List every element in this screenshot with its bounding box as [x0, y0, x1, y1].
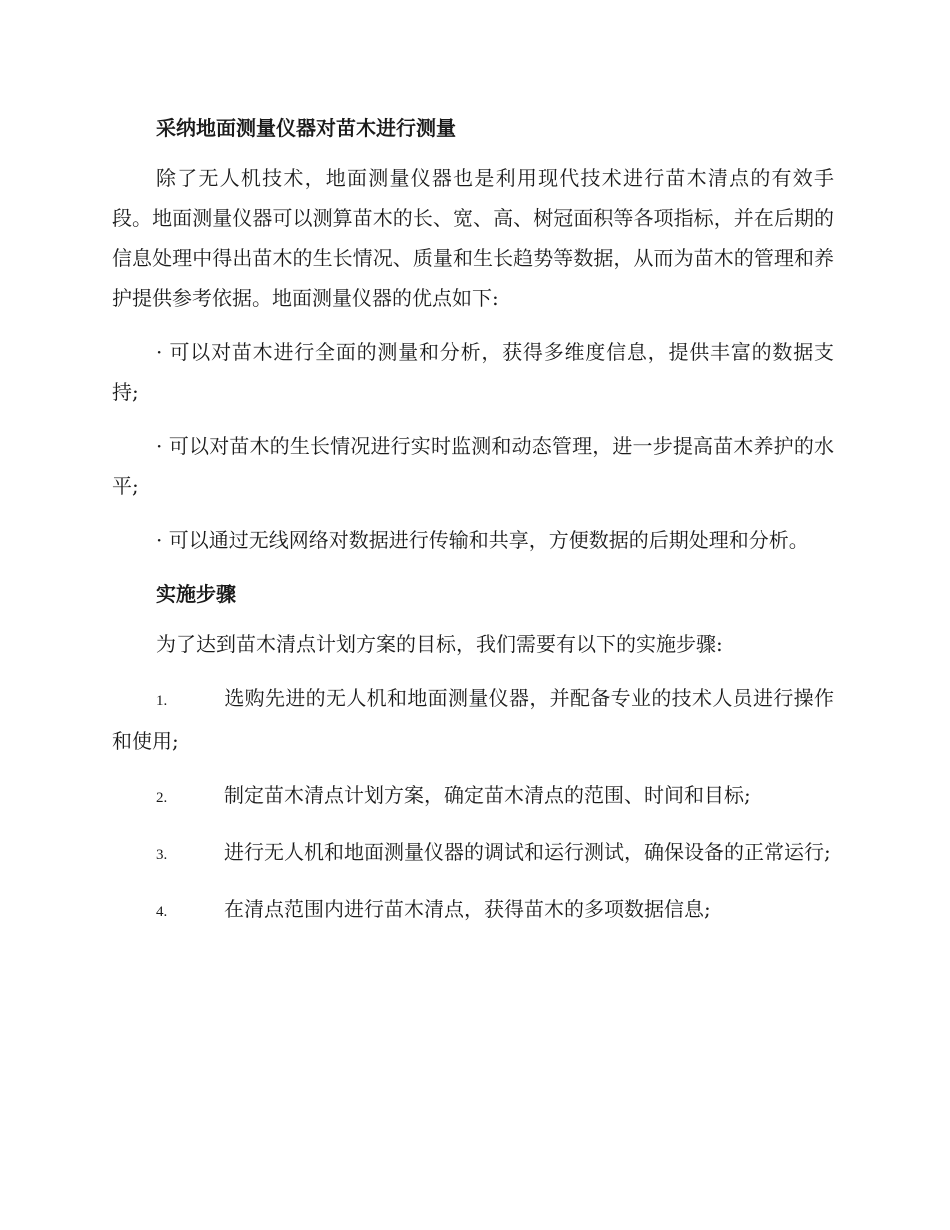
paragraph-ground-intro: 除了无人机技术，地面测量仪器也是利用现代技术进行苗木清点的有效手段。地面测量仪器可以测算苗木的长、宽、高、树冠面积等各项指标，并在后期的信息处理中得出苗木的生长情况、质量和生长趋势等数据，从而为苗木的管理和养护提供参考依据。地面测量仪器的优点如下: — [112, 166, 834, 310]
step-text: 进行无人机和地面测量仪器的调试和运行测试，确保设备的正常运行; — [224, 840, 831, 864]
step-number: 3. — [156, 847, 168, 863]
step-number: 1. — [156, 693, 168, 709]
numbered-step — [112, 889, 834, 932]
section-heading-implementation-steps: 实施步骤 — [156, 582, 236, 606]
step-text: 在清点范围内进行苗木清点，获得苗木的多项数据信息; — [224, 897, 711, 921]
numbered-step — [112, 678, 834, 761]
paragraph-steps-intro: 为了达到苗木清点计划方案的目标，我们需要有以下的实施步骤: — [156, 632, 723, 656]
bullet-item: · 可以对苗木的生长情况进行实时监测和动态管理，进一步提高苗木养护的水平; — [112, 434, 834, 498]
step-number: 4. — [156, 904, 168, 920]
step-number: 2. — [156, 790, 168, 806]
document-body — [112, 108, 834, 946]
numbered-step — [112, 775, 834, 818]
step-text: 选购先进的无人机和地面测量仪器，并配备专业的技术人员进行操作和使用; — [112, 686, 834, 753]
bullet-item: · 可以通过无线网络对数据进行传输和共享，方便数据的后期处理和分析。 — [156, 528, 809, 552]
section-heading-ground-measurement: 采纳地面测量仪器对苗木进行测量 — [156, 116, 456, 140]
bullet-item: · 可以对苗木进行全面的测量和分析，获得多维度信息，提供丰富的数据支持; — [112, 340, 834, 404]
numbered-step — [112, 832, 834, 875]
step-text: 制定苗木清点计划方案，确定苗木清点的范围、时间和目标; — [224, 783, 751, 807]
